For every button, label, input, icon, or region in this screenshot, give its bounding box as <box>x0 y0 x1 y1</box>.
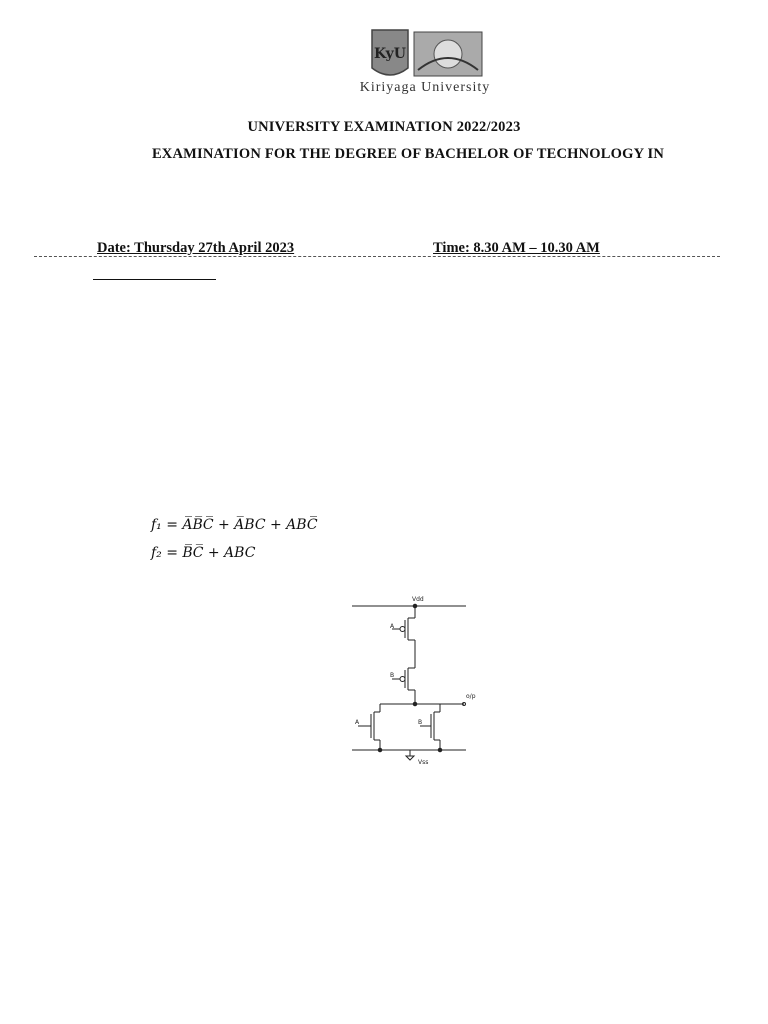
vss-label: Vss <box>418 759 429 766</box>
cmos-circuit-diagram <box>340 590 480 770</box>
pmos-b-label: B <box>390 672 395 679</box>
exam-time: Time: 8.30 AM – 10.30 AM <box>433 240 600 256</box>
nmos-a-label: A <box>355 719 360 726</box>
nmos-b-label: B <box>418 719 423 726</box>
vdd-label: Vdd <box>412 596 424 603</box>
university-name: Kiriyaga University <box>359 80 491 95</box>
exam-subtitle: EXAMINATION FOR THE DEGREE OF BACHELOR OF TECHNOLOGY IN <box>151 146 665 162</box>
university-logo <box>352 24 490 84</box>
exam-date: Date: Thursday 27th April 2023 <box>97 240 295 256</box>
equation-f2: f₂ = B̅C̅ + ABC <box>151 545 256 561</box>
schedule-line <box>34 239 720 257</box>
equation-f1: f₁ = A̅B̅C̅ + A̅BC + ABC̅ <box>151 517 318 533</box>
section-rule <box>93 279 216 280</box>
logo-letters: KyU <box>374 46 406 62</box>
output-label: o/p <box>466 693 476 700</box>
pmos-a-label: A <box>390 623 395 630</box>
exam-title: UNIVERSITY EXAMINATION 2022/2023 <box>247 119 521 135</box>
